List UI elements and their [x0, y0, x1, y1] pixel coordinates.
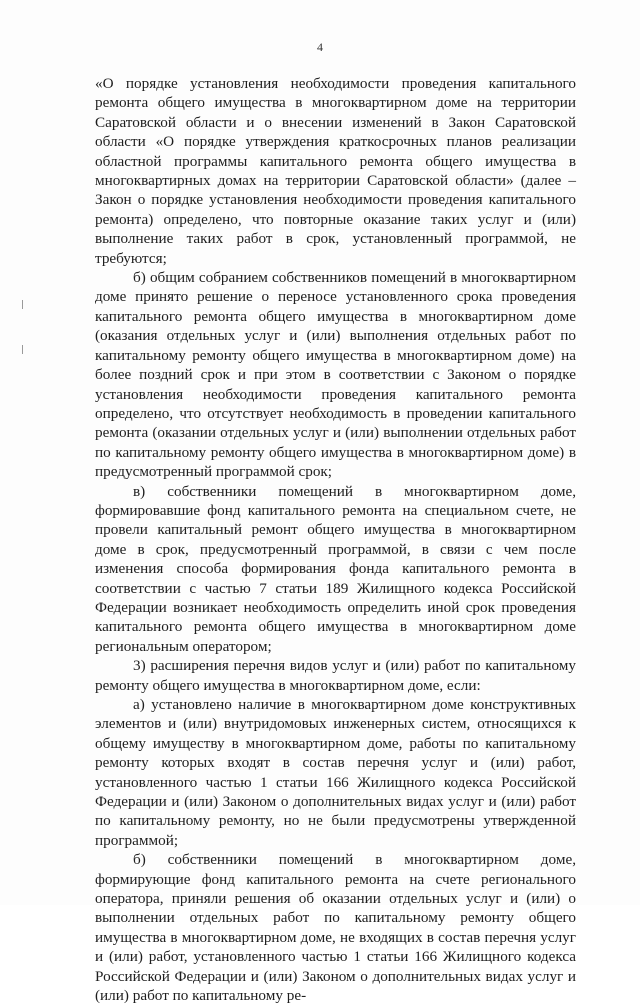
document-body [95, 74, 576, 1006]
paragraph-continuation: «О порядке установления необходимости проведения капитального ремонта общего имущества в многоквартирном доме на территории Саратовской области и о внесении изменений в Закон Саратовской области «О порядке утверждения краткосрочных планов реализации областной программы капитального ремонта общего имущества в многоквартирных домах на территории Саратовской области» (далее – Закон о порядке установления необходимости проведения капитального ремонта) определено, что повторные оказание таких услуг и (или) выполнение таких работ в срок, установленный программой, не требуются; [95, 75, 576, 267]
margin-mark [22, 345, 23, 354]
paragraph-item-v: в) собственники помещений в многоквартирном доме, формировавшие фонд капитального ремонта на специальном счете, не провели капитальный ремонт общего имущества в многоквартирном доме в срок, предусмотренный программой, в связи с чем после изменения способа формирования фонда капитального ремонта в соответствии с частью 7 статьи 189 Жилищного кодекса Российской Федерации возникает необходимость определить иной срок проведения капитального ремонта общего имущества в многоквартирном доме региональным оператором; [95, 482, 576, 655]
paragraph-item-a: а) установлено наличие в многоквартирном доме конструктивных элементов и (или) внутридомовых инженерных систем, относящихся к общему имуществу в многоквартирном доме, работы по капитальному ремонту которых входят в состав перечня услуг и (или) работ, установленного частью 1 статьи 166 Жилищного кодекса Российской Федерации и (или) Законом о дополнительных видах услуг и (или) работ по капитальному ремонту, но не были предусмотрены утвержденной программой; [95, 696, 576, 849]
page-number: 4 [317, 40, 323, 54]
paragraph-item-3: 3) расширения перечня видов услуг и (или) работ по капитальному ремонту общего имущества в многоквартирном доме, если: [95, 657, 576, 694]
paragraph-item-b: б) общим собранием собственников помещений в многоквартирном доме принято решение о переносе установленного срока проведения капитального ремонта общего имущества в многоквартирном доме (оказания отдельных услуг и (или) выполнения отдельных работ по капитальному ремонту общего имущества в многоквартирном доме) на более поздний срок и при этом в соответствии с Законом о порядке установления необходимости проведения капитального ремонта определено, что отсутствует необходимость в проведении капитального ремонта (оказании отдельных услуг и (или) выполнении отдельных работ по капитальному ремонту общего имущества в многоквартирном доме) в предусмотренный программой срок; [95, 269, 576, 481]
paragraph-item-b2: б) собственники помещений в многоквартирном доме, формирующие фонд капитального ремонта на счете регионального оператора, приняли решения об оказании отдельных услуг и (или) о выполнении отдельных работ по капитальному ремонту общего имущества в многоквартирном доме, не входящих в состав перечня услуг и (или) работ, установленного частью 1 статьи 166 Жилищного кодекса Российской Федерации и (или) Законом о дополнительных видах услуг и (или) работ по капитальному ре- [95, 851, 576, 1005]
margin-mark [22, 300, 23, 309]
